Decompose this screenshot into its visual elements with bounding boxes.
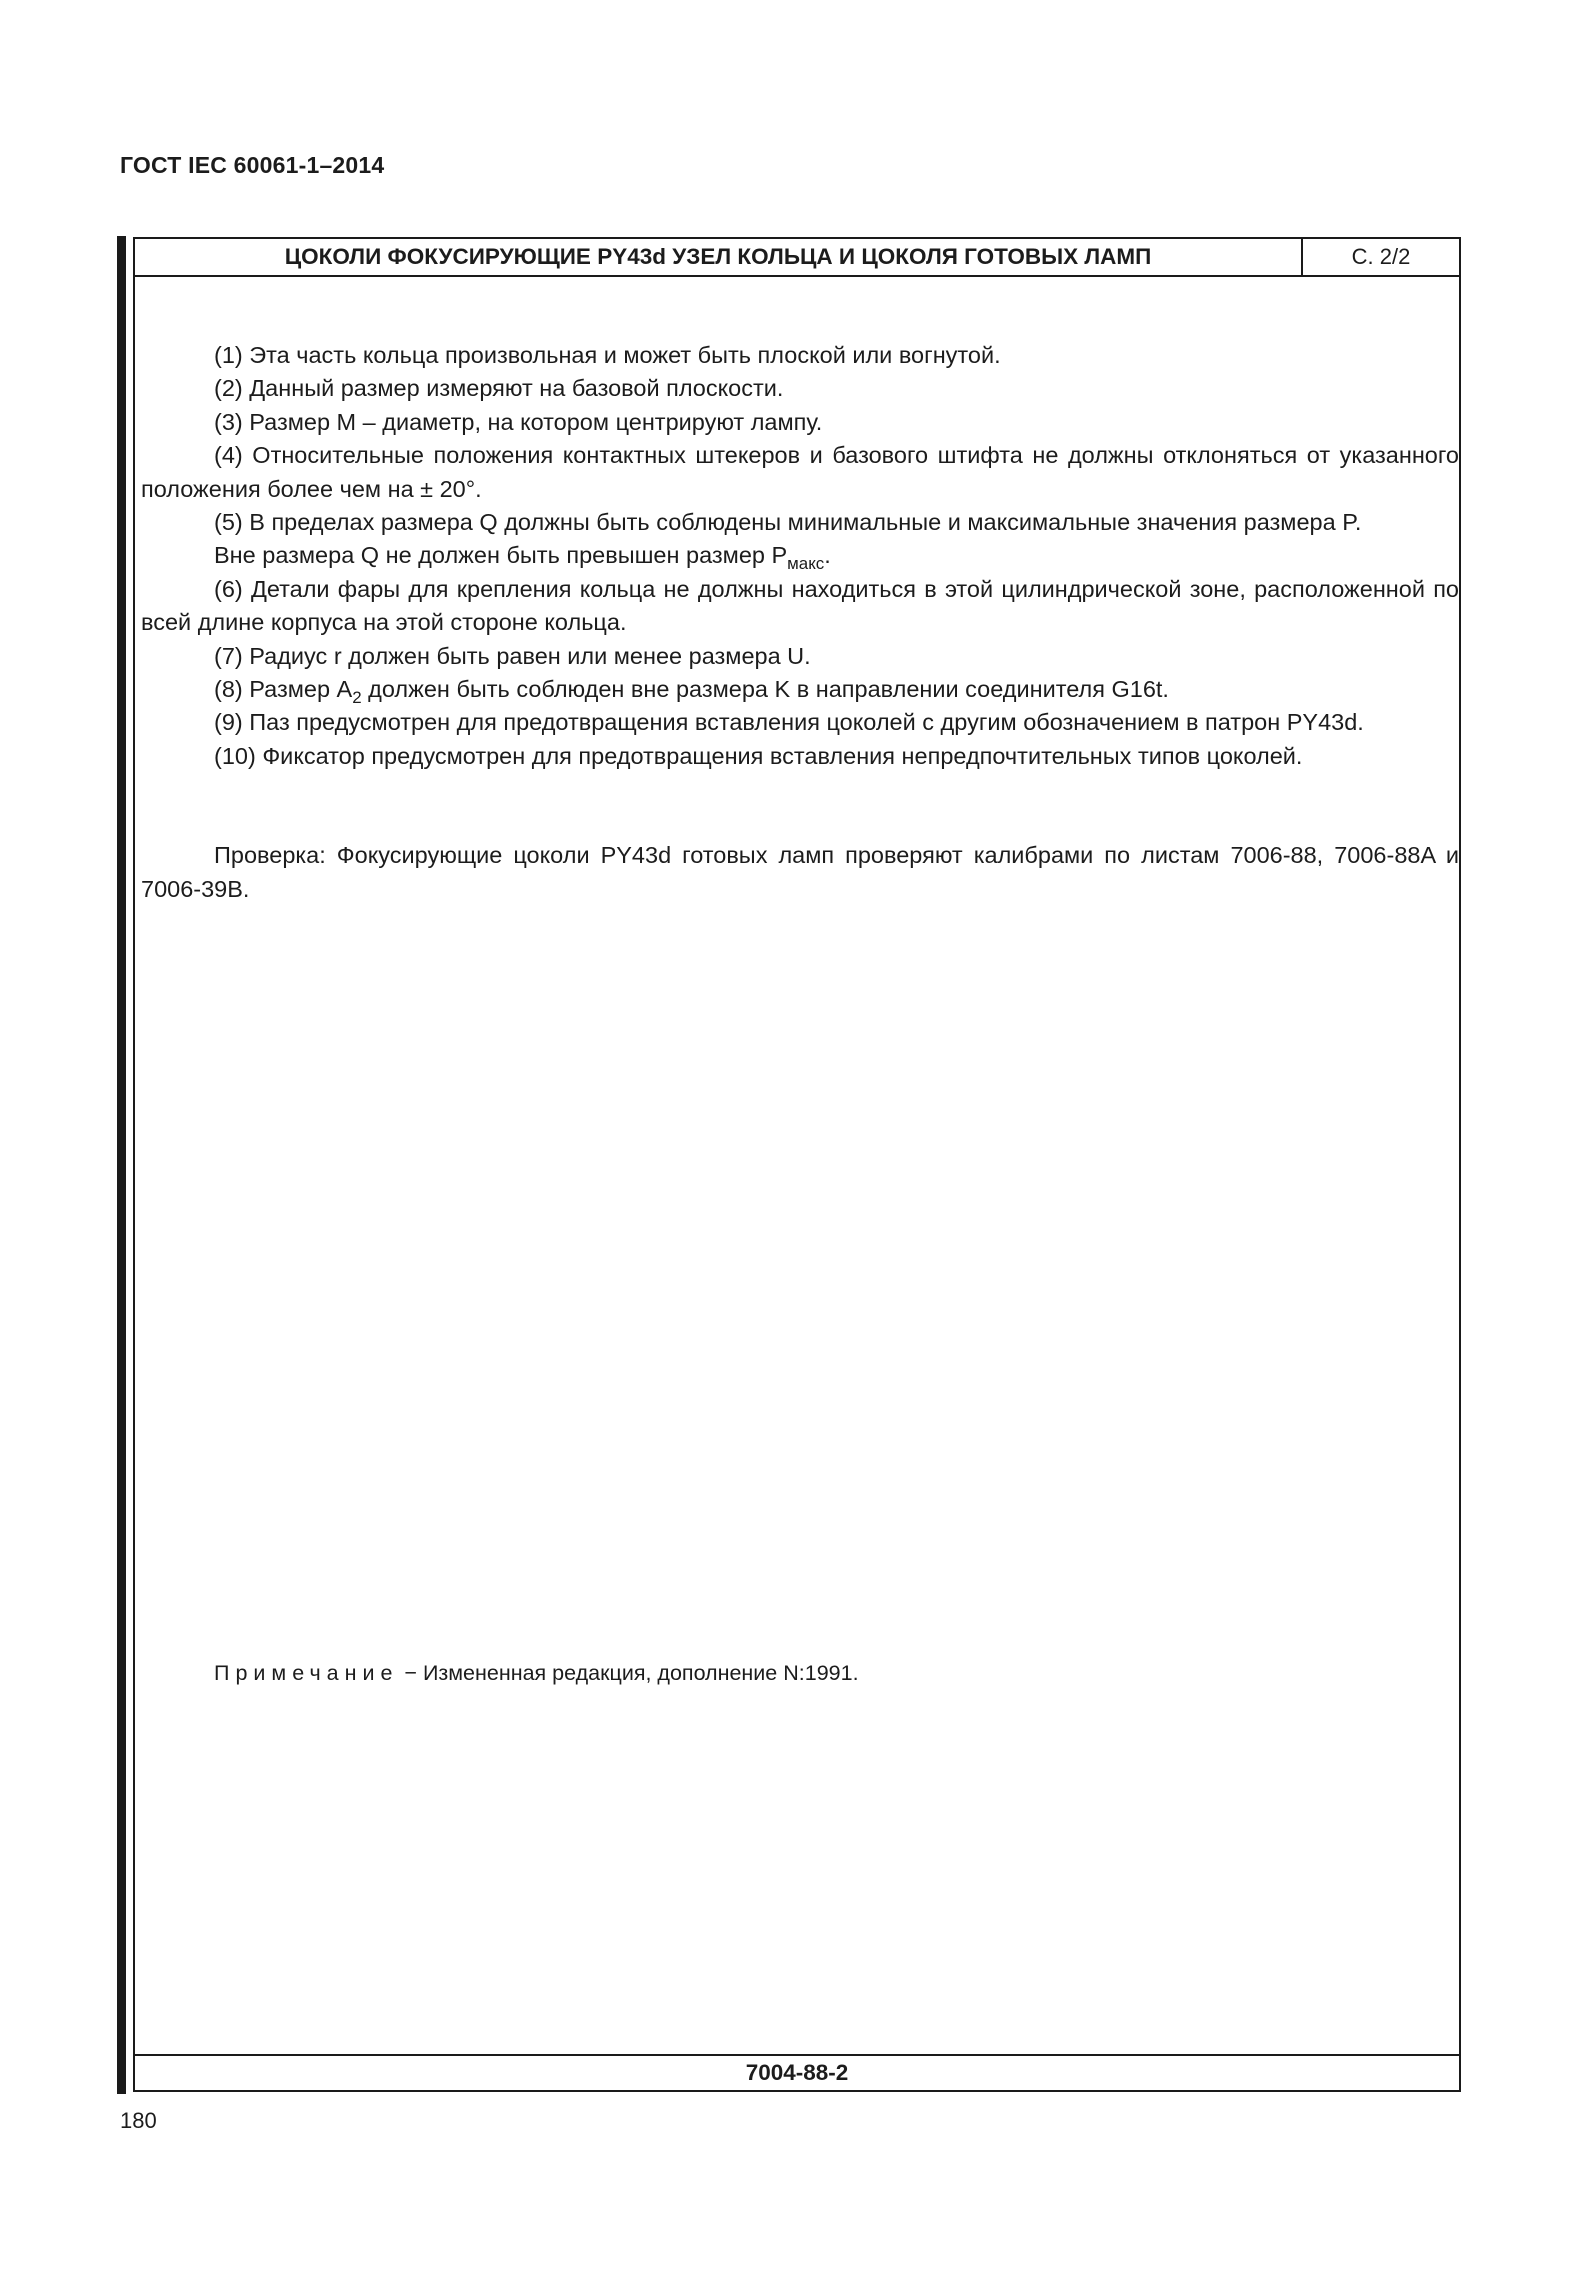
title-row (135, 239, 1459, 277)
note-8-end: должен быть соблюден вне размера K в направлении соединителя G16t. (361, 676, 1169, 703)
page-number: 180 (120, 2108, 157, 2133)
sheet-frame (133, 237, 1461, 2092)
left-margin-bar (117, 236, 126, 2094)
note-5b-end: . (824, 542, 831, 569)
note-10: (10) Фиксатор предусмотрен для предотвращения вставления непредпочтительных типов цоколей. (214, 742, 1303, 769)
editorial-note (214, 1661, 859, 1686)
note-text: − Измененная редакция, дополнение N:1991. (398, 1661, 859, 1685)
note-8 (141, 673, 1459, 706)
note-5b-subscript: макс (787, 554, 825, 574)
note-8-text: (8) Размер A (214, 676, 353, 703)
sheet-title: ЦОКОЛИ ФОКУСИРУЮЩИЕ PY43d УЗЕЛ КОЛЬЦА И ЦОКОЛЯ ГОТОВЫХ ЛАМП (135, 239, 1303, 275)
check-paragraph: Проверка: Фокусирующие цоколи PY43d готовых ламп проверяют калибрами по листам 7006-88, 7006-88A и 7006-39B. (141, 842, 1459, 902)
note-label: Примечание (214, 1661, 399, 1685)
note-5b-text: Вне размера Q не должен быть превышен размер P (214, 542, 788, 569)
notes-body (141, 339, 1459, 906)
note-4: (4) Относительные положения контактных штекеров и базового штифта не должны отклоняться от указанного положения более чем на ± 20°. (141, 442, 1459, 502)
sheet-number: 7004-88-2 (135, 2054, 1459, 2090)
note-5-continuation (141, 539, 1459, 572)
note-9: (9) Паз предусмотрен для предотвращения вставления цоколей с другим обозначением в патрон PY43d. (214, 709, 1364, 736)
sheet-page-ref: С. 2/2 (1351, 244, 1411, 269)
note-2: (2) Данный размер измеряют на базовой плоскости. (214, 375, 784, 402)
note-8-subscript: 2 (352, 688, 362, 708)
spacer (141, 773, 1459, 839)
note-3: (3) Размер M – диаметр, на котором центрируют лампу. (214, 408, 823, 435)
document-header: ГОСТ IEC 60061-1–2014 (120, 152, 385, 178)
note-1: (1) Эта часть кольца произвольная и может быть плоской или вогнутой. (214, 342, 1001, 368)
note-5: (5) В пределах размера Q должны быть соблюдены минимальные и максимальные значения размера P. (214, 509, 1362, 536)
note-6: (6) Детали фары для крепления кольца не должны находиться в этой цилиндрической зоне, расположенной по всей длине корпуса на этой стороне кольца. (141, 575, 1459, 636)
note-7: (7) Радиус r должен быть равен или менее размера U. (214, 642, 811, 669)
